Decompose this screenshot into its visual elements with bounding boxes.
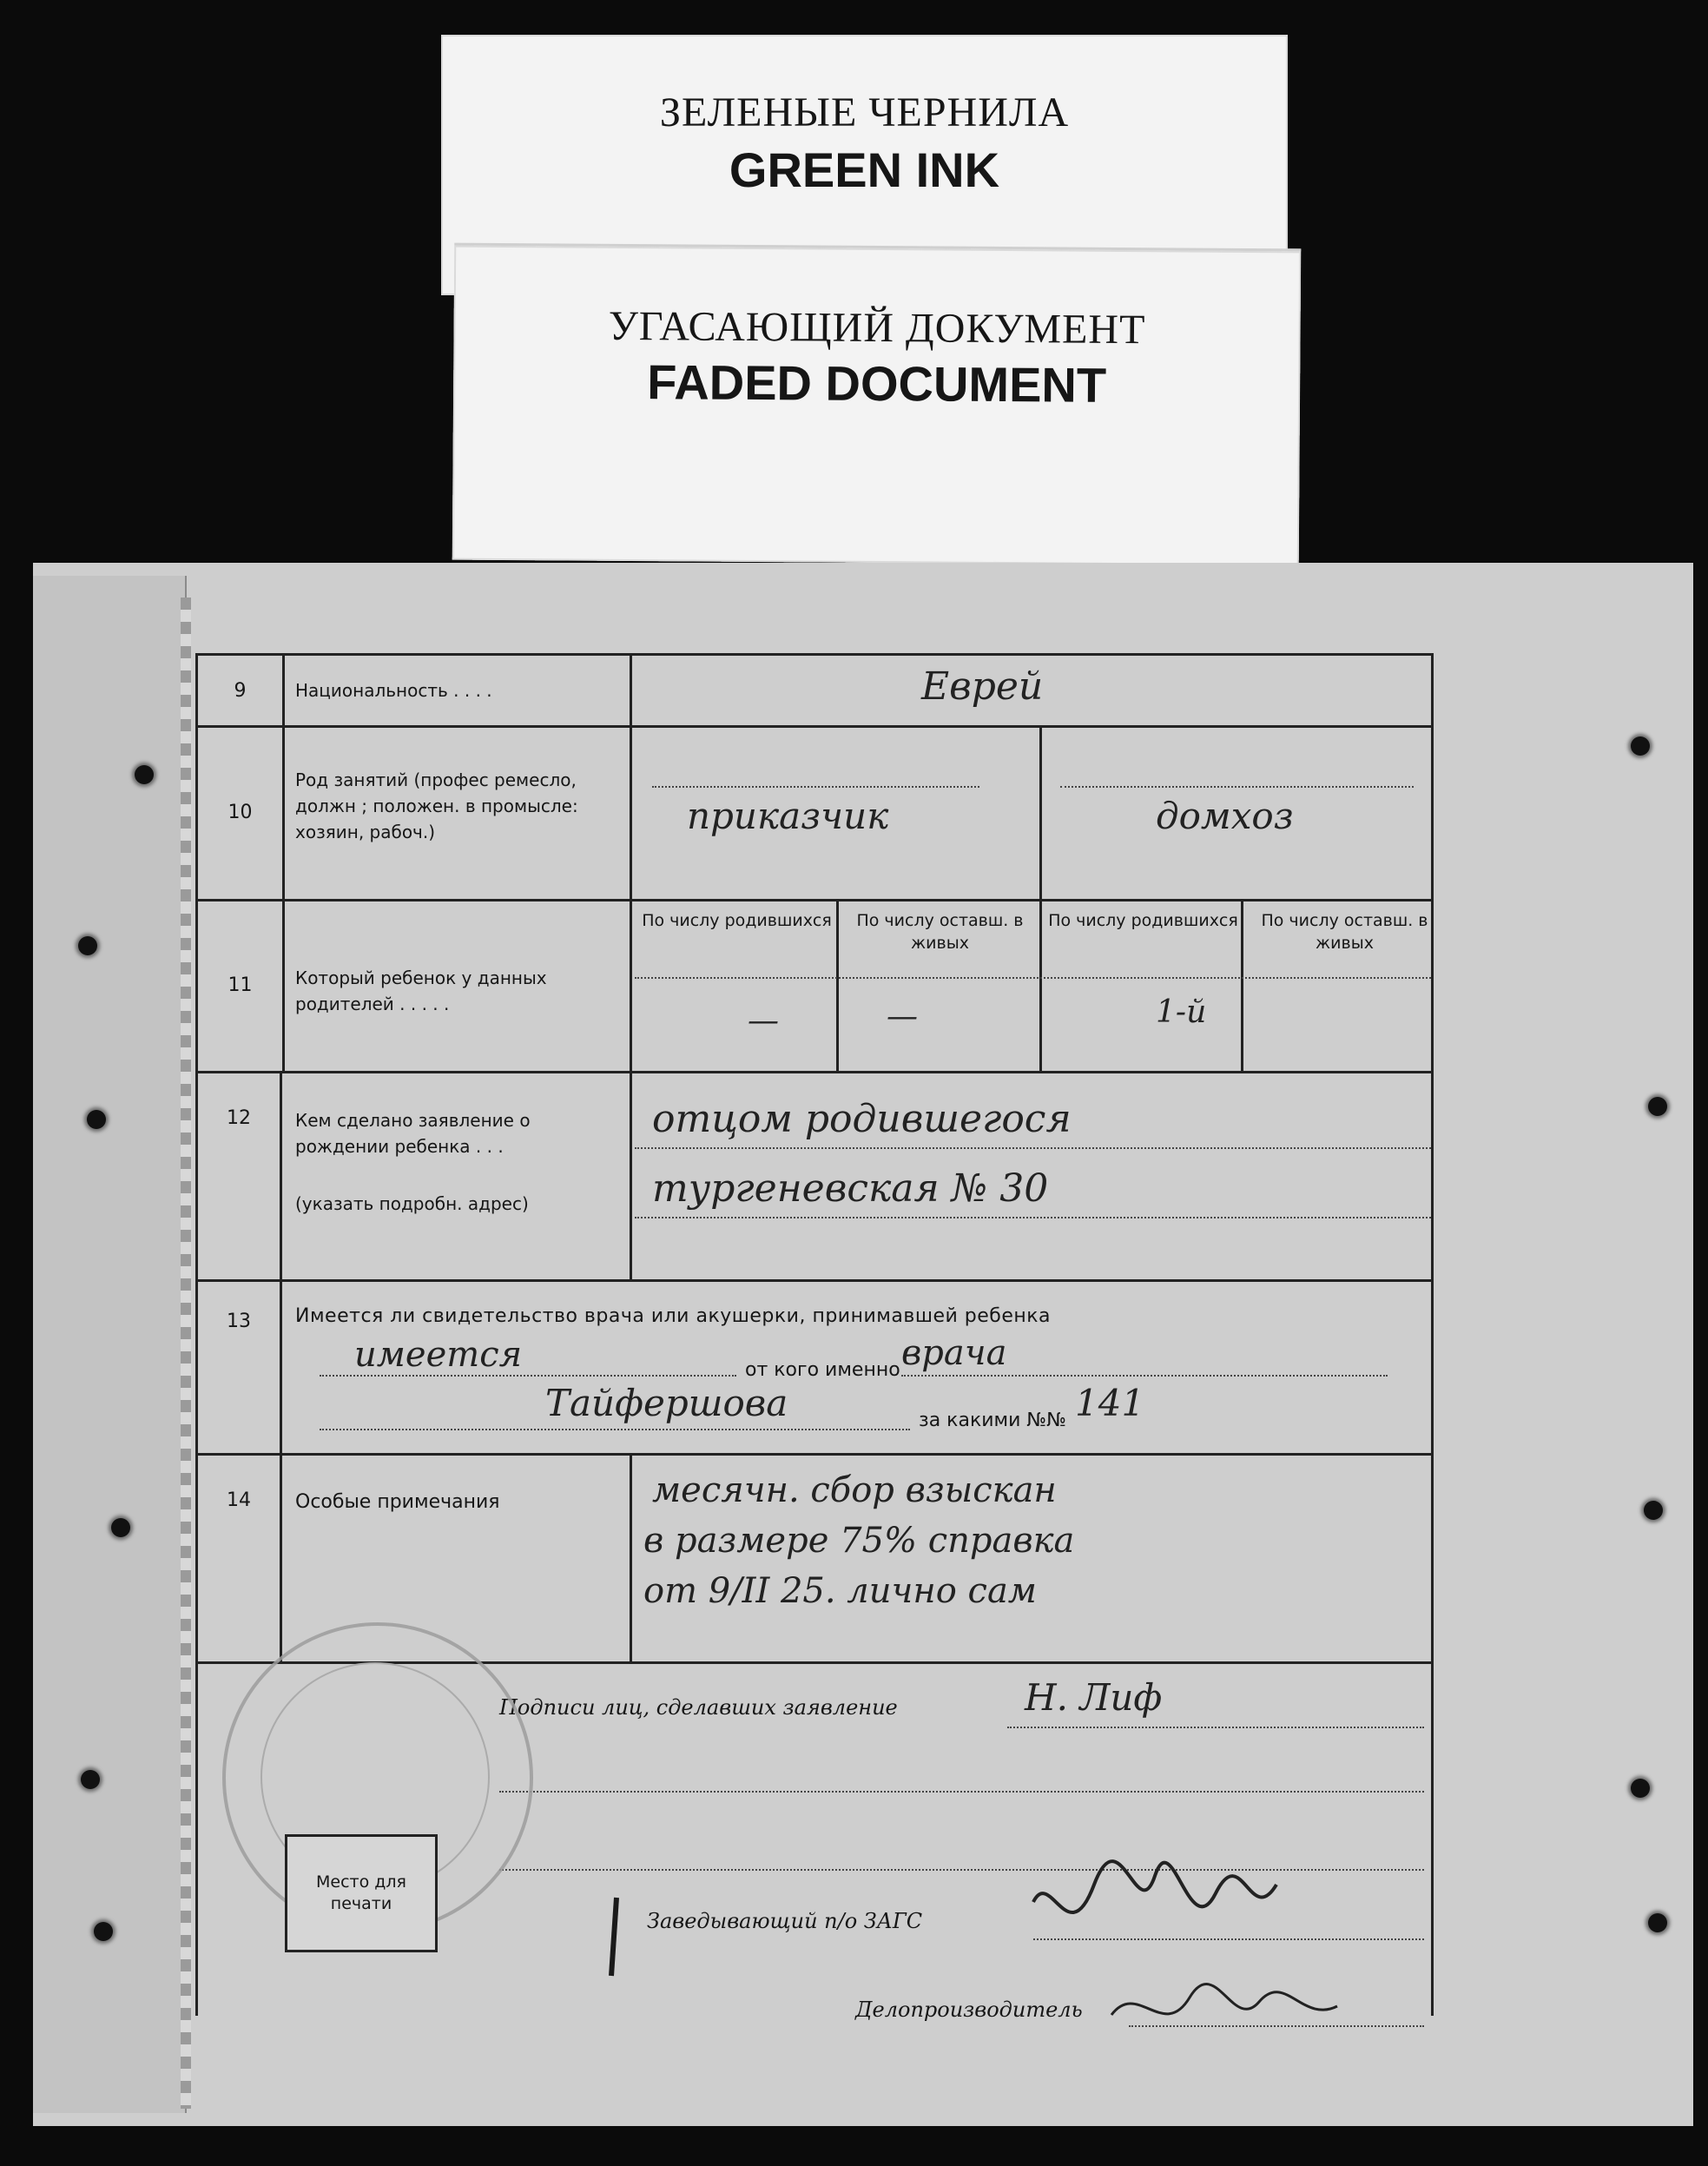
punch-hole [111, 1518, 130, 1537]
handwritten-declarant: отцом родившегося [652, 1097, 1072, 1141]
row-label [285, 1071, 632, 1279]
dotted-line [635, 1147, 1431, 1150]
punch-hole [1648, 1913, 1667, 1932]
green-ink-en: GREEN INK [729, 142, 1000, 197]
handwritten-from-whom: врача [901, 1333, 1007, 1373]
dotted-line [635, 1217, 1431, 1219]
clerk-label: Делопроизводитель [855, 1998, 1083, 2022]
handwritten-certificate: имеется [354, 1335, 523, 1375]
dotted-line [901, 1375, 1388, 1377]
punch-hole [1631, 1779, 1650, 1798]
row-number: 13 [198, 1279, 282, 1453]
from-whom-label: от кого именно [745, 1359, 900, 1381]
handwritten-dash: — [887, 999, 918, 1034]
pen-stroke [611, 1898, 617, 1976]
dotted-line [635, 977, 1431, 980]
declarant-label: Кем сделано заявление о рождении ребенка . . . [295, 1110, 531, 1157]
faded-en: FADED DOCUMENT [647, 354, 1107, 413]
address-label: (указать подробн. адрес) [295, 1193, 529, 1214]
row-nationality [198, 656, 1431, 728]
subheader-born-mother: По числу родившихся [1048, 911, 1238, 930]
green-ink-ru: ЗЕЛЕНЫЕ ЧЕРНИЛА [659, 89, 1070, 135]
stamp-place-box [285, 1834, 438, 1952]
dotted-line [320, 1375, 736, 1377]
dotted-line [320, 1429, 910, 1431]
punch-hole [1631, 736, 1650, 756]
faded-document-card [452, 243, 1302, 566]
row-value [635, 1453, 1431, 1661]
row-value [635, 899, 1431, 1071]
column-divider [1039, 725, 1042, 899]
handwritten-nationality: Еврей [921, 664, 1044, 709]
row-value [635, 656, 1431, 725]
handwritten-note-line: месячн. сбор взыскан [652, 1470, 1057, 1510]
punch-hole [87, 1110, 106, 1129]
punch-hole [94, 1922, 113, 1941]
zags-head-signature [1033, 1861, 1276, 1912]
certificate-question: Имеется ли свидетельство врача или акушерки, принимавшей ребенка [295, 1305, 1052, 1327]
row-number: 10 [198, 725, 285, 899]
binding-fold [181, 598, 191, 2109]
dotted-line [499, 1791, 1424, 1793]
row-label: Национальность . . . . [285, 656, 632, 725]
punch-hole [135, 765, 154, 784]
handwritten-dash: — [748, 1003, 779, 1039]
handwritten-note-line: от 9/II 25. лично сам [643, 1571, 1037, 1611]
declarant-signature: Н. Лиф [1025, 1676, 1163, 1719]
row-number: 9 [198, 656, 285, 725]
faded-ru: УГАСАЮЩИЙ ДОКУМЕНТ [608, 302, 1146, 353]
handwritten-midwife-name: Тайфершова [545, 1382, 788, 1424]
handwritten-note-line: в размере 75% справка [643, 1521, 1075, 1561]
zags-head-label: Заведывающий п/о ЗАГС [647, 1909, 923, 1933]
dotted-line [652, 786, 979, 789]
row-occupation [198, 725, 1431, 901]
handwritten-address: тургеневская № 30 [652, 1166, 1049, 1211]
punch-hole [78, 936, 97, 955]
punch-hole [1644, 1501, 1663, 1520]
subheader-alive-father: По числу оставш. в живых [856, 911, 1024, 953]
row-label: Который ребенок у данных родителей . . . . . [285, 899, 632, 1071]
pen-stroke-mark [599, 1893, 634, 1980]
numbers-label: за какими №№ [919, 1410, 1067, 1431]
clerk-signature [1111, 1984, 1337, 2015]
punch-hole [81, 1770, 100, 1789]
signatures-label: Подписи лиц, сделавших заявление [499, 1695, 898, 1720]
row-label: Род занятий (профес ремесло, должн ; положен. в промысле: хозяин, рабоч.) [285, 725, 632, 899]
stamp-place-label: Место для печати [316, 1872, 406, 1913]
subheader-born-father: По числу родившихся [642, 911, 832, 930]
row-number: 11 [198, 899, 285, 1071]
binding-margin [33, 576, 187, 2113]
handwritten-father-occupation: приказчик [687, 795, 889, 837]
dotted-line [1060, 786, 1414, 789]
handwritten-mother-occupation: домхоз [1156, 795, 1294, 837]
punch-hole [1648, 1097, 1667, 1116]
dotted-line [1007, 1727, 1424, 1729]
row-child-order [198, 899, 1431, 1073]
handwritten-certificate-number: 141 [1075, 1382, 1145, 1424]
subheader-alive-mother: По числу оставш. в живых [1261, 911, 1428, 953]
row-value [635, 725, 1431, 899]
row-number: 14 [198, 1453, 282, 1661]
row-label: Особые примечания [285, 1453, 632, 1661]
row-number: 12 [198, 1071, 282, 1279]
row-declarant [198, 1071, 1431, 1282]
official-signatures-drawing [1016, 1850, 1346, 2058]
row-value [635, 1071, 1431, 1279]
row-certificate [198, 1279, 1431, 1456]
handwritten-child-order: 1-й [1156, 994, 1207, 1030]
